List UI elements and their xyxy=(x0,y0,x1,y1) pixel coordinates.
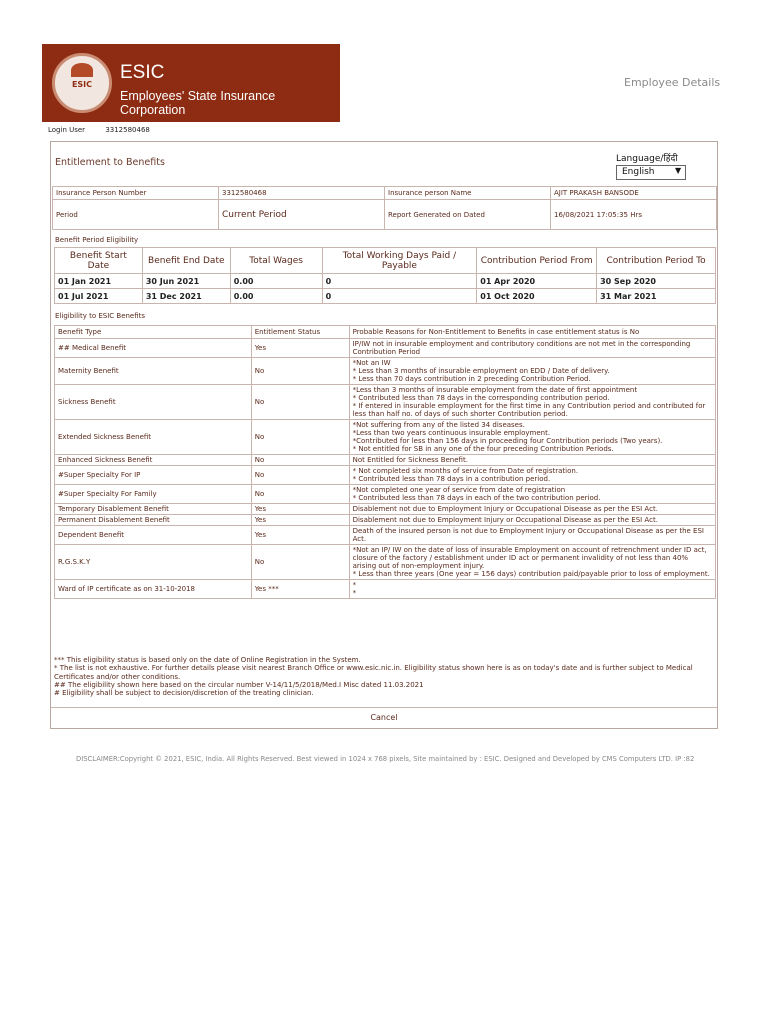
eligibility-reason: *Less than 3 months of insurable employment from the date of first appointment * Contributed less than 78 days in the corresponding contribution period. * If entered in insurable employment for the first time in any Contribution period and contributed for less than half no. of days of such shorter Contribution period. xyxy=(349,385,715,420)
footnotes xyxy=(54,656,714,697)
eligibility-section-title: Eligibility to ESIC Benefits xyxy=(55,312,146,320)
eligibility-type: Sickness Benefit xyxy=(55,385,252,420)
login-user-value: 3312580468 xyxy=(105,126,150,134)
eligibility-status: No xyxy=(251,545,349,580)
language-select[interactable] xyxy=(616,165,686,180)
ip-name-value: AJIT PRAKASH BANSODE xyxy=(551,187,717,200)
login-user-label: Login User xyxy=(48,126,86,134)
report-date-label: Report Generated on Dated xyxy=(385,200,551,230)
period-row xyxy=(55,274,716,289)
cancel-button[interactable]: Cancel xyxy=(50,707,718,728)
footnote-line: # Eligibility shall be subject to decision/discretion of the treating clinician. xyxy=(54,689,314,698)
footnote-line: ## The eligibility shown here based on the circular number V-14/11/5/2018/Med.I Misc dated 11.03.2021 xyxy=(54,680,424,689)
eligibility-col-header: Benefit Type xyxy=(55,326,252,339)
eligibility-status: Yes xyxy=(251,504,349,515)
eligibility-status: Yes xyxy=(251,339,349,358)
eligibility-type: Permanent Disablement Benefit xyxy=(55,515,252,526)
eligibility-type: Ward of IP certificate as on 31-10-2018 xyxy=(55,580,252,599)
eligibility-row xyxy=(55,420,716,455)
page-title: Entitlement to Benefits xyxy=(55,157,165,168)
eligibility-row xyxy=(55,545,716,580)
eligibility-row xyxy=(55,504,716,515)
eligibility-row xyxy=(55,515,716,526)
footnote-line: *** This eligibility status is based only on the date of Online Registration in the System. xyxy=(54,656,361,664)
eligibility-reason: *Not an IP/ IW on the date of loss of insurable Employment on account of retrenchment under ID act, closure of the factory / establishment under ID act or permanent invalidity of not less than 40% arising out of non-employment injury. * Less than three years (One year = 156 days) contribution paid/payable prior to loss of employment. xyxy=(349,545,715,580)
eligibility-row xyxy=(55,466,716,485)
period-col-header: Contribution Period From xyxy=(477,248,597,274)
eligibility-status: No xyxy=(251,466,349,485)
page-label: Employee Details xyxy=(624,76,721,89)
period-col-header: Total Working Days Paid / Payable xyxy=(322,248,477,274)
eligibility-reason: * Not completed six months of service from Date of registration. * Contributed less than 78 days in a contribution period. xyxy=(349,466,715,485)
eligibility-type: Dependent Benefit xyxy=(55,526,252,545)
eligibility-type: #Super Specialty For IP xyxy=(55,466,252,485)
period-cell: 01 Oct 2020 xyxy=(477,289,597,304)
ip-name-label: Insurance person Name xyxy=(385,187,551,200)
disclaimer: DISCLAIMER:Copyright © 2021, ESIC, India. All Rights Reserved. Best viewed in 1024 x 768 pixels, Site maintained by : ESIC. Designed and Developed by CMS Computers LTD. IP :82 xyxy=(76,755,695,763)
period-cell: 01 Jul 2021 xyxy=(55,289,143,304)
period-col-header: Total Wages xyxy=(230,248,322,274)
period-row xyxy=(55,289,716,304)
eligibility-row xyxy=(55,580,716,599)
period-col-header: Benefit Start Date xyxy=(55,248,143,274)
esic-logo-banner xyxy=(42,44,340,122)
benefit-period-table xyxy=(54,247,716,304)
eligibility-row xyxy=(55,385,716,420)
period-cell: 30 Sep 2020 xyxy=(597,274,716,289)
logo-title: ESIC xyxy=(120,62,165,83)
period-cell: 0 xyxy=(322,289,477,304)
eligibility-reason: * * xyxy=(349,580,715,599)
ip-number-label: Insurance Person Number xyxy=(53,187,219,200)
footnote-line: * The list is not exhaustive. For further details please visit nearest Branch Office or www.esic.nic.in. Eligibility status shown here is as on today's date and is further subject to Medical Certificates and/or other conditions. xyxy=(54,664,693,681)
eligibility-row xyxy=(55,358,716,385)
login-user xyxy=(48,126,150,134)
period-label: Period xyxy=(53,200,219,230)
eligibility-status: Yes *** xyxy=(251,580,349,599)
period-value: Current Period xyxy=(219,200,385,230)
eligibility-row xyxy=(55,485,716,504)
eligibility-status: No xyxy=(251,485,349,504)
eligibility-type: R.G.S.K.Y xyxy=(55,545,252,580)
eligibility-status: Yes xyxy=(251,526,349,545)
period-cell: 0.00 xyxy=(230,289,322,304)
eligibility-col-header: Entitlement Status xyxy=(251,326,349,339)
report-date-value: 16/08/2021 17:05:35 Hrs xyxy=(551,200,717,230)
eligibility-reason: *Not completed one year of service from date of registration * Contributed less than 78 days in each of the two contribution period. xyxy=(349,485,715,504)
eligibility-type: Enhanced Sickness Benefit xyxy=(55,455,252,466)
ip-number-value: 3312580468 xyxy=(219,187,385,200)
eligibility-reason: Death of the insured person is not due to Employment Injury or Occupational Disease as per the ESI Act. xyxy=(349,526,715,545)
eligibility-status: No xyxy=(251,385,349,420)
logo-subtitle: Employees' State Insurance Corporation xyxy=(120,89,276,117)
period-cell: 30 Jun 2021 xyxy=(142,274,230,289)
chevron-down-icon: ▼ xyxy=(675,166,682,175)
period-col-header: Contribution Period To xyxy=(597,248,716,274)
eligibility-type: #Super Specialty For Family xyxy=(55,485,252,504)
period-cell: 31 Dec 2021 xyxy=(142,289,230,304)
eligibility-status: No xyxy=(251,420,349,455)
eligibility-col-header: Probable Reasons for Non-Entitlement to Benefits in case entitlement status is No xyxy=(349,326,715,339)
period-cell: 0.00 xyxy=(230,274,322,289)
eligibility-status: No xyxy=(251,358,349,385)
eligibility-reason: *Not suffering from any of the listed 34 diseases. *Less than two years continuous insurable employment. *Contributed for less than 156 days in proceeding four Contribution periods (Two years). * Not entitled for SB in any one of the four preceding Contribution Periods. xyxy=(349,420,715,455)
language-label: Language/हिंदी xyxy=(616,154,678,164)
eligibility-row xyxy=(55,526,716,545)
period-cell: 01 Jan 2021 xyxy=(55,274,143,289)
eligibility-reason: *Not an IW * Less than 3 months of insurable employment on EDD / Date of delivery. * Less than 70 days contribution in 2 preceding Contribution Period. xyxy=(349,358,715,385)
period-cell: 0 xyxy=(322,274,477,289)
period-cell: 31 Mar 2021 xyxy=(597,289,716,304)
eligibility-status: Yes xyxy=(251,515,349,526)
eligibility-type: Maternity Benefit xyxy=(55,358,252,385)
period-section-title: Benefit Period Eligibility xyxy=(55,236,139,244)
eligibility-reason: Disablement not due to Employment Injury or Occupational Disease as per the ESI Act. xyxy=(349,504,715,515)
eligibility-type: ## Medical Benefit xyxy=(55,339,252,358)
eligibility-reason: Not Entitled for Sickness Benefit. xyxy=(349,455,715,466)
language-selected: English xyxy=(622,167,655,177)
eligibility-reason: IP/IW not in insurable employment and contributory conditions are not met in the corresponding Contribution Period xyxy=(349,339,715,358)
period-cell: 01 Apr 2020 xyxy=(477,274,597,289)
eligibility-status: No xyxy=(251,455,349,466)
period-col-header: Benefit End Date xyxy=(142,248,230,274)
eligibility-table xyxy=(54,325,716,599)
eligibility-row xyxy=(55,339,716,358)
eligibility-type: Extended Sickness Benefit xyxy=(55,420,252,455)
esic-emblem-icon: ESIC xyxy=(52,53,112,113)
eligibility-type: Temporary Disablement Benefit xyxy=(55,504,252,515)
eligibility-row xyxy=(55,455,716,466)
eligibility-reason: Disablement not due to Employment Injury or Occupational Disease as per the ESI Act. xyxy=(349,515,715,526)
insured-person-info xyxy=(52,186,717,230)
